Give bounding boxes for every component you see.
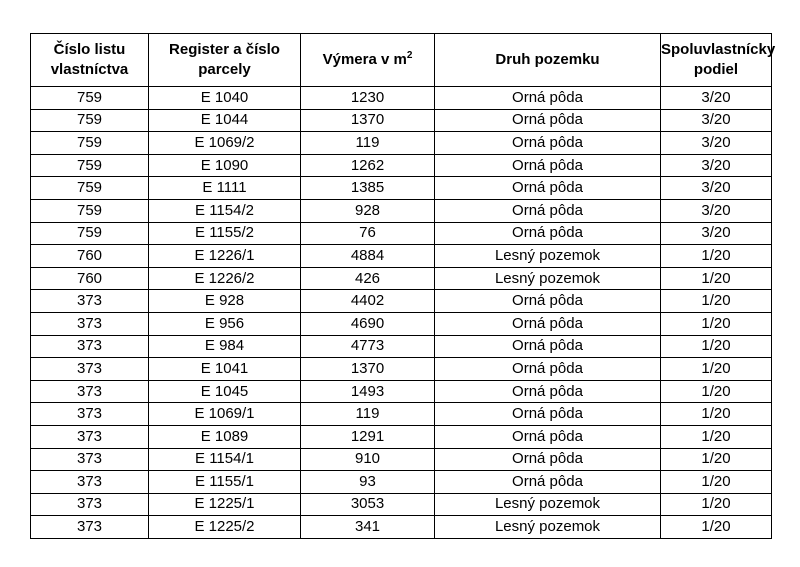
cell-area: 119 bbox=[301, 403, 435, 426]
cell-parcel-number: E 984 bbox=[149, 335, 301, 358]
table-row bbox=[31, 403, 772, 426]
cell-co-ownership-share: 1/20 bbox=[661, 380, 772, 403]
cell-parcel-number: E 1041 bbox=[149, 358, 301, 381]
cell-ownership-sheet-number: 373 bbox=[31, 516, 149, 539]
cell-parcel-number: E 1111 bbox=[149, 177, 301, 200]
cell-area: 1230 bbox=[301, 87, 435, 110]
cell-land-type: Orná pôda bbox=[435, 471, 661, 494]
cell-ownership-sheet-number: 373 bbox=[31, 290, 149, 313]
cell-parcel-number: E 1154/2 bbox=[149, 199, 301, 222]
cell-area: 1291 bbox=[301, 425, 435, 448]
header-area bbox=[301, 34, 435, 87]
table-row bbox=[31, 358, 772, 381]
cell-parcel-number: E 1154/1 bbox=[149, 448, 301, 471]
cell-ownership-sheet-number: 373 bbox=[31, 471, 149, 494]
header-row bbox=[31, 34, 772, 87]
cell-ownership-sheet-number: 373 bbox=[31, 358, 149, 381]
cell-ownership-sheet-number: 759 bbox=[31, 177, 149, 200]
cell-area: 1262 bbox=[301, 154, 435, 177]
cell-parcel-number: E 1045 bbox=[149, 380, 301, 403]
cell-co-ownership-share: 1/20 bbox=[661, 425, 772, 448]
cell-land-type: Orná pôda bbox=[435, 312, 661, 335]
cell-ownership-sheet-number: 373 bbox=[31, 312, 149, 335]
cell-co-ownership-share: 3/20 bbox=[661, 222, 772, 245]
cell-co-ownership-share: 1/20 bbox=[661, 516, 772, 539]
cell-land-type: Orná pôda bbox=[435, 335, 661, 358]
header-text: Druh pozemku bbox=[495, 51, 600, 68]
cell-land-type: Orná pôda bbox=[435, 425, 661, 448]
cell-ownership-sheet-number: 759 bbox=[31, 199, 149, 222]
cell-parcel-number: E 1069/1 bbox=[149, 403, 301, 426]
cell-parcel-number: E 1225/1 bbox=[149, 493, 301, 516]
cell-parcel-number: E 956 bbox=[149, 312, 301, 335]
table-row bbox=[31, 154, 772, 177]
cell-parcel-number: E 1069/2 bbox=[149, 132, 301, 155]
cell-ownership-sheet-number: 759 bbox=[31, 87, 149, 110]
cell-area: 3053 bbox=[301, 493, 435, 516]
cell-parcel-number: E 1040 bbox=[149, 87, 301, 110]
cell-land-type: Lesný pozemok bbox=[435, 493, 661, 516]
cell-co-ownership-share: 1/20 bbox=[661, 403, 772, 426]
cell-area: 93 bbox=[301, 471, 435, 494]
table-row bbox=[31, 471, 772, 494]
cell-ownership-sheet-number: 759 bbox=[31, 154, 149, 177]
table-body bbox=[31, 87, 772, 539]
table-row bbox=[31, 222, 772, 245]
cell-area: 1370 bbox=[301, 358, 435, 381]
cell-parcel-number: E 1044 bbox=[149, 109, 301, 132]
cell-land-type: Orná pôda bbox=[435, 109, 661, 132]
cell-co-ownership-share: 3/20 bbox=[661, 109, 772, 132]
cell-co-ownership-share: 1/20 bbox=[661, 245, 772, 268]
cell-co-ownership-share: 1/20 bbox=[661, 267, 772, 290]
cell-co-ownership-share: 1/20 bbox=[661, 312, 772, 335]
cell-land-type: Orná pôda bbox=[435, 132, 661, 155]
cell-area: 928 bbox=[301, 199, 435, 222]
cell-land-type: Orná pôda bbox=[435, 403, 661, 426]
cell-land-type: Lesný pozemok bbox=[435, 267, 661, 290]
cell-area: 1370 bbox=[301, 109, 435, 132]
cell-ownership-sheet-number: 373 bbox=[31, 448, 149, 471]
cell-parcel-number: E 1089 bbox=[149, 425, 301, 448]
table-row bbox=[31, 312, 772, 335]
cell-area: 4773 bbox=[301, 335, 435, 358]
table-row bbox=[31, 493, 772, 516]
cell-land-type: Orná pôda bbox=[435, 87, 661, 110]
cell-parcel-number: E 928 bbox=[149, 290, 301, 313]
header-line: parcely bbox=[198, 61, 251, 78]
table-row bbox=[31, 335, 772, 358]
header-line: vlastníctva bbox=[50, 61, 129, 78]
cell-land-type: Orná pôda bbox=[435, 199, 661, 222]
cell-parcel-number: E 1090 bbox=[149, 154, 301, 177]
table-row bbox=[31, 245, 772, 268]
cell-ownership-sheet-number: 373 bbox=[31, 403, 149, 426]
cell-land-type: Lesný pozemok bbox=[435, 245, 661, 268]
cell-parcel-number: E 1226/1 bbox=[149, 245, 301, 268]
parcel-table bbox=[30, 33, 776, 539]
cell-area: 426 bbox=[301, 267, 435, 290]
header-land-type bbox=[435, 34, 661, 87]
cell-land-type: Orná pôda bbox=[435, 222, 661, 245]
header-superscript: 2 bbox=[406, 50, 413, 61]
cell-land-type: Orná pôda bbox=[435, 448, 661, 471]
cell-area: 119 bbox=[301, 132, 435, 155]
table-row bbox=[31, 87, 772, 110]
cell-co-ownership-share: 1/20 bbox=[661, 471, 772, 494]
cell-land-type: Orná pôda bbox=[435, 177, 661, 200]
cell-land-type: Orná pôda bbox=[435, 290, 661, 313]
cell-land-type: Lesný pozemok bbox=[435, 516, 661, 539]
cell-area: 1385 bbox=[301, 177, 435, 200]
cell-co-ownership-share: 3/20 bbox=[661, 132, 772, 155]
cell-co-ownership-share: 1/20 bbox=[661, 290, 772, 313]
table-row bbox=[31, 380, 772, 403]
cell-parcel-number: E 1225/2 bbox=[149, 516, 301, 539]
header-text: Výmera v m bbox=[322, 51, 407, 68]
cell-parcel-number: E 1155/1 bbox=[149, 471, 301, 494]
cell-land-type: Orná pôda bbox=[435, 380, 661, 403]
cell-area: 76 bbox=[301, 222, 435, 245]
cell-co-ownership-share: 1/20 bbox=[661, 493, 772, 516]
cell-co-ownership-share: 3/20 bbox=[661, 177, 772, 200]
cell-area: 910 bbox=[301, 448, 435, 471]
table-header bbox=[31, 34, 776, 87]
table-row bbox=[31, 177, 772, 200]
cell-ownership-sheet-number: 373 bbox=[31, 425, 149, 448]
table-row bbox=[31, 199, 772, 222]
header-line: Číslo listu bbox=[53, 41, 126, 58]
table-row bbox=[31, 425, 772, 448]
cell-co-ownership-share: 1/20 bbox=[661, 335, 772, 358]
header-register-parcel-number bbox=[149, 34, 301, 87]
header-co-ownership-share bbox=[661, 34, 776, 87]
cell-parcel-number: E 1155/2 bbox=[149, 222, 301, 245]
table-row bbox=[31, 132, 772, 155]
cell-co-ownership-share: 1/20 bbox=[661, 358, 772, 381]
cell-area: 4402 bbox=[301, 290, 435, 313]
cell-ownership-sheet-number: 759 bbox=[31, 109, 149, 132]
header-line: Register a číslo bbox=[169, 41, 280, 58]
table-row bbox=[31, 109, 772, 132]
cell-co-ownership-share: 3/20 bbox=[661, 199, 772, 222]
cell-ownership-sheet-number: 760 bbox=[31, 267, 149, 290]
header-line: Spoluvlastnícky bbox=[661, 41, 776, 58]
table-row bbox=[31, 448, 772, 471]
cell-area: 1493 bbox=[301, 380, 435, 403]
cell-area: 341 bbox=[301, 516, 435, 539]
cell-land-type: Orná pôda bbox=[435, 358, 661, 381]
cell-ownership-sheet-number: 759 bbox=[31, 222, 149, 245]
cell-ownership-sheet-number: 373 bbox=[31, 493, 149, 516]
cell-co-ownership-share: 3/20 bbox=[661, 154, 772, 177]
cell-ownership-sheet-number: 759 bbox=[31, 132, 149, 155]
cell-land-type: Orná pôda bbox=[435, 154, 661, 177]
cell-parcel-number: E 1226/2 bbox=[149, 267, 301, 290]
cell-co-ownership-share: 3/20 bbox=[661, 87, 772, 110]
table-row bbox=[31, 516, 772, 539]
cell-ownership-sheet-number: 760 bbox=[31, 245, 149, 268]
table-row bbox=[31, 290, 772, 313]
cell-area: 4884 bbox=[301, 245, 435, 268]
header-ownership-sheet-number bbox=[31, 34, 149, 87]
table-row bbox=[31, 267, 772, 290]
cell-co-ownership-share: 1/20 bbox=[661, 448, 772, 471]
cell-ownership-sheet-number: 373 bbox=[31, 335, 149, 358]
cell-area: 4690 bbox=[301, 312, 435, 335]
cell-ownership-sheet-number: 373 bbox=[31, 380, 149, 403]
header-line: podiel bbox=[693, 61, 739, 78]
